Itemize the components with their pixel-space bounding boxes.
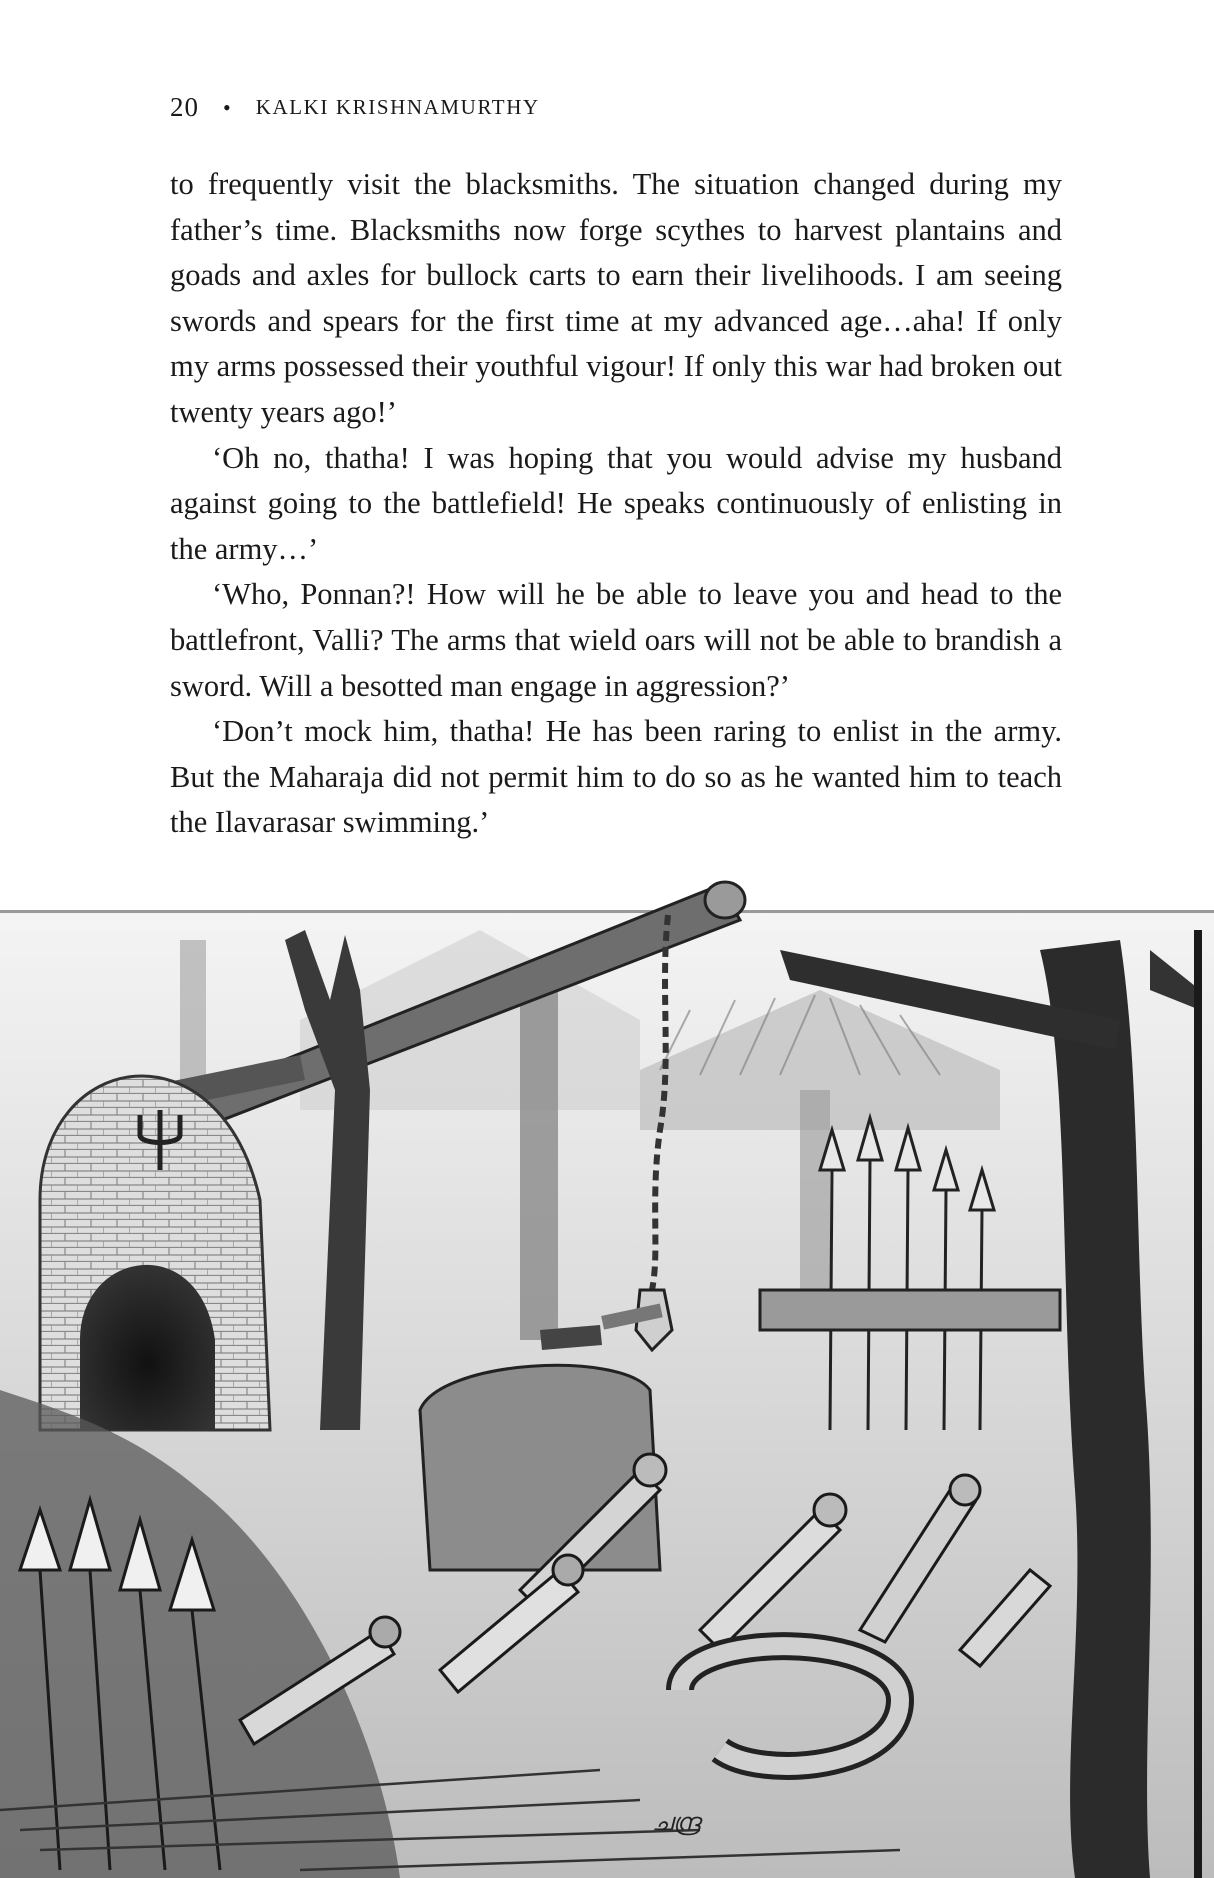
artist-signature: ചന്ദ്ര: [652, 1808, 701, 1836]
paragraph-2: ‘Oh no, thatha! I was hoping that you would advise my husband against going to the battlefield! He speaks continuously of enlisting in the army…’: [170, 440, 1062, 566]
running-header: [170, 92, 540, 123]
page-number: 20: [170, 92, 199, 122]
header-author: KALKI KRISHNAMURTHY: [255, 95, 540, 119]
paragraph-1: to frequently visit the blacksmiths. The situation changed during my father’s time. Blacksmiths now forge scythes to harvest plantains and goads and axles for bullock carts to earn their livelihoods. I am seeing swords and spears for the first time at my advanced age…aha! If only my arms possessed their youthful vigour! If only this war had broken out twenty years ago!’: [170, 167, 1062, 429]
body-text: [170, 162, 1062, 846]
blacksmith-forge-illustration: [0, 870, 1214, 1878]
paragraph-4: ‘Don’t mock him, thatha! He has been raring to enlist in the army. But the Maharaja did not permit him to do so as he wanted him to teach the Ilavarasar swimming.’: [170, 714, 1062, 840]
paragraph-3: ‘Who, Ponnan?! How will he be able to leave you and head to the battlefront, Valli? The arms that wield oars will not be able to brandish a sword. Will a besotted man engage in aggression?’: [170, 577, 1062, 703]
header-separator: •: [223, 94, 232, 120]
